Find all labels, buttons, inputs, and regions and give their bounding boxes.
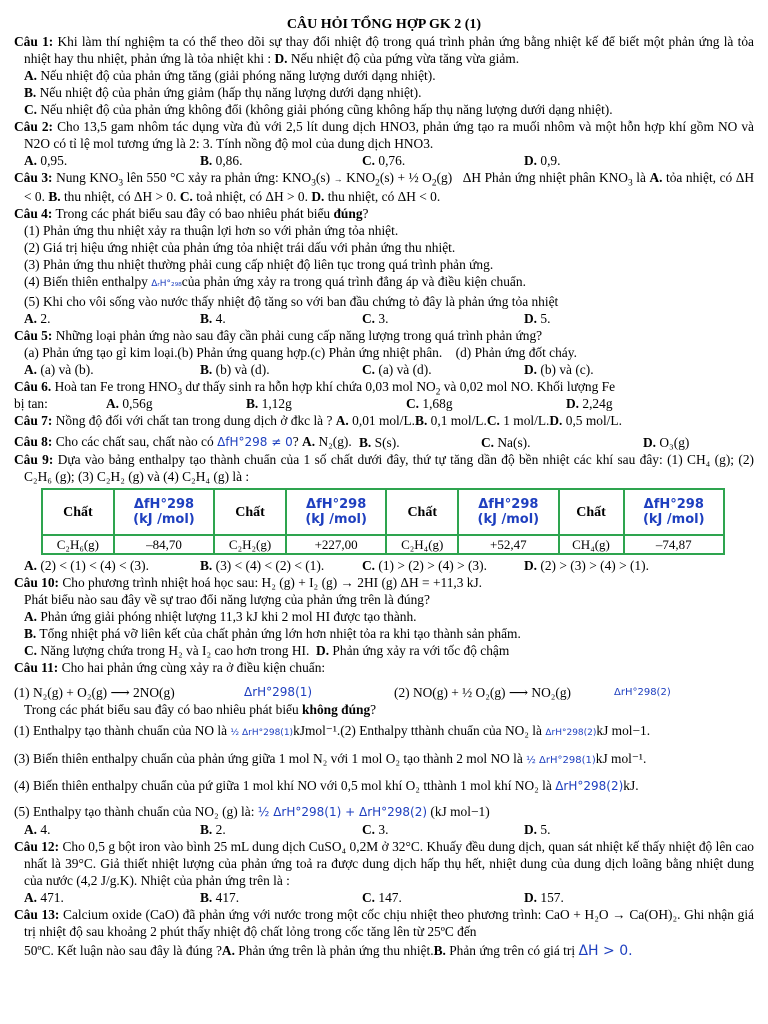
q7-label: Câu 7: bbox=[14, 413, 53, 428]
q12-options bbox=[14, 889, 754, 906]
q3-label: Câu 3: bbox=[14, 170, 53, 185]
q4-statement-3: (3) Phản ứng thu nhiệt thường phải cung cấp nhiệt độ liên tục trong quá trình phản ứng. bbox=[24, 257, 494, 272]
q8-option-b: B. S(s). bbox=[359, 435, 400, 450]
q13-last-line: 50ºC. Kết luận nào sau đây là đúng ?A. Phản ứng trên là phản ứng thu nhiệt.B. Phản ứng trên có giá trị ΔH > 0. bbox=[24, 943, 633, 959]
q11-reactions bbox=[14, 684, 754, 701]
q4-option-c: C. 3. bbox=[362, 311, 389, 326]
question-4 bbox=[14, 205, 754, 222]
question-7: Câu 7: Nồng độ đối với chất tan trong dung dịch ở đkc là ? A. 0,01 mol/L.B. 0,1 mol/L.C. 1 mol/L.D. 0,5 mol/L. bbox=[14, 413, 622, 428]
q10-text: Cho phương trình nhiệt hoá học sau: H₂ (g) + I₂ (g) → 2HI (g) ΔH = +11,3 kJ. bbox=[62, 575, 483, 590]
enthalpy-formula: ΔH > 0. bbox=[578, 943, 633, 959]
q8-stem: Câu 8: Cho các chất sau, chất nào có ΔfH°298 ≠ 0? A. N₂(g). bbox=[14, 434, 352, 449]
q8-option-a: N₂(g). bbox=[318, 434, 352, 449]
q12-option-b: B. 417. bbox=[200, 890, 240, 905]
q11-statement-4: (4) Biến thiên enthalpy chuẩn của pứ giữa 1 mol khí NO với 0,5 mol khí O₂ tthành 1 mol khí NO₂ là ΔrH°298(2)kJ. bbox=[14, 778, 639, 793]
q2-label: Câu 2: bbox=[14, 119, 54, 134]
q11-option-d: D. 5. bbox=[524, 822, 551, 837]
q10-option-c: Năng lượng chứa trong H₂ và I₂ cao hơn trong HI. bbox=[40, 643, 310, 658]
q4-text: Trong các phát biểu sau đây có bao nhiêu phát biểu bbox=[55, 206, 331, 221]
q3-option-c: toả nhiệt, có ΔH > 0. bbox=[196, 189, 308, 204]
q8-option-c: C. Na(s). bbox=[481, 435, 531, 450]
q9-text: Dựa vào bảng enthalpy tạo thành chuẩn của 1 số chất dưới đây, thứ tự tăng dần độ bền nhiệt các khí sau đây: (1) CH₄ (g); (2) C₂H₆ (g); (3) C₂H₂ (g) và (4) C₂H₄ (g) là : bbox=[24, 452, 754, 484]
q1-d-label: D. bbox=[274, 51, 288, 66]
q11-option-b: B. 2. bbox=[200, 822, 226, 837]
q3-text: ΔH Phản ứng nhiệt phân KNO bbox=[462, 170, 628, 185]
table-header-chat: Chất bbox=[559, 489, 624, 535]
table-header-chat: Chất bbox=[42, 489, 114, 535]
q11-options bbox=[14, 821, 754, 838]
q4-statement-5: (5) Khi cho vôi sống vào nước thấy nhiệt độ tăng so với ban đầu chứng tỏ đây là phản ứng tỏa nhiệt bbox=[24, 294, 559, 309]
q3-text: (g) bbox=[436, 170, 453, 185]
table-header-enthalpy: ΔfH°298 (kJ /mol) bbox=[624, 489, 724, 535]
question-1 bbox=[14, 33, 754, 67]
q6-option-d: D. 2,24g bbox=[566, 396, 613, 411]
q5-options bbox=[14, 361, 754, 378]
q1-option-a bbox=[14, 67, 754, 84]
q4-emphasis: đúng bbox=[333, 206, 363, 221]
table-header-chat: Chất bbox=[386, 489, 458, 535]
table-header-row bbox=[42, 489, 724, 535]
q5-items: (a) Phản ứng tạo gỉ kim loại.(b) Phản ứng quang hợp.(c) Phản ứng nhiệt phân. (d) Phản ứng đốt cháy. bbox=[24, 345, 577, 360]
q6-options bbox=[14, 395, 754, 412]
q5-option-b: B. (b) và (d). bbox=[200, 362, 270, 377]
q3-option-d: thu nhiệt, có ΔH < 0. bbox=[327, 189, 441, 204]
q5-label: Câu 5: bbox=[14, 328, 53, 343]
q4-options bbox=[14, 310, 754, 327]
table-cell: C₂H₂(g) bbox=[214, 535, 286, 554]
q9-option-b: B. (3) < (4) < (2) < (1). bbox=[200, 558, 325, 573]
q8-option-d: D. O₃(g) bbox=[643, 435, 690, 450]
q3-option-a: tỏa nhiệt, có ΔH < 0. bbox=[24, 170, 755, 204]
q9-label: Câu 9: bbox=[14, 452, 54, 467]
q7-option-d: 0,5 mol/L. bbox=[565, 413, 622, 428]
q13-label: Câu 13: bbox=[14, 907, 60, 922]
q2-text: Cho 13,5 gam nhôm tác dụng vừa đủ với 2,5 lít dung dịch HNO3, phản ứng tạo ra muối nhôm và một hỗn hợp khí gồm NO và N2O có tỉ lệ mol tương ứng là 2: 3. Tính nồng độ mol của dung dịch HNO3. bbox=[24, 119, 754, 151]
q6-option-b: B. 1,12g bbox=[246, 396, 292, 411]
q4-statement-2: (2) Giá trị hiệu ứng nhiệt của phản ứng tỏa nhiệt trái dấu với phản ứng thu nhiệt. bbox=[24, 240, 456, 255]
q3-text: KNO bbox=[346, 170, 376, 185]
q9-option-c: C. (1) > (2) > (4) > (3). bbox=[362, 558, 487, 573]
q11-option-c: C. 3. bbox=[362, 822, 389, 837]
q1-option-b bbox=[14, 84, 754, 101]
table-cell: –74,87 bbox=[624, 535, 724, 554]
q3-text: (s) bbox=[315, 170, 331, 185]
question-5 bbox=[14, 327, 754, 344]
q11-statement-3: (3) Biến thiên enthalpy chuẩn của phản ứng giữa 1 mol N₂ với 1 mol O₂ tạo thành 2 mol NO là ½ ΔrH°298(1)kJ mol⁻¹. bbox=[14, 751, 647, 766]
q12-option-d: D. 157. bbox=[524, 890, 564, 905]
enthalpy-formula: ½ ΔrH°298(1) bbox=[230, 728, 294, 738]
q13-option-b: Phản ứng trên có giá trị bbox=[449, 943, 576, 958]
q10-option-b: B. Tổng nhiệt phá vỡ liên kết của chất phản ứng lớn hơn nhiệt tỏa ra khi tạo thành sản phẩm. bbox=[24, 626, 521, 641]
q1-d-text: Nếu nhiệt độ của pứng vừa tăng vừa giảm. bbox=[290, 51, 520, 66]
option-label: A. bbox=[24, 68, 38, 83]
option-label: B. bbox=[24, 85, 37, 100]
table-cell: C₂H₄(g) bbox=[386, 535, 458, 554]
enthalpy-formula: ΔfH°298 ≠ 0 bbox=[217, 435, 293, 449]
q2-option-c: C. 0,76. bbox=[362, 153, 406, 168]
table-cell: +227,00 bbox=[286, 535, 386, 554]
q4-end: ? bbox=[362, 206, 369, 221]
question-3: Câu 3: Nung $KNO_3$ lên 550 °C xảy ra phản ứng: $KNO_3(s) \to KNO_2(s)$ + ½ $O_2(g)$ ΔH Phản ứng nhiệt phân $KNO_3$ là A. tỏa nhiệt, có ΔH < 0. B. thu nhiệt, có ΔH > 0. C. toả nhiệt, có ΔH > 0. D. thu nhiệt, có ΔH < 0. bbox=[14, 170, 755, 204]
q11-question: Trong các phát biểu sau đây có bao nhiêu phát biểu không đúng? bbox=[24, 702, 377, 717]
q12-text: Cho 0,5 g bột iron vào bình 25 mL dung dịch CuSO₄ 0,2M ở 32°C. Khuấy đều dung dịch, quan sát nhiệt kế thấy nhiệt độ lên cao nhất là 39°C. Giả thiết nhiệt lượng của phản ứng toả ra được dung dịch hấp thụ hết, nhiệt dung của dung dịch loãng bằng nhiệt dung của nước (4,2 J/g.K). Nhiệt của phản ứng trên là : bbox=[24, 839, 754, 888]
q9-options bbox=[14, 557, 754, 574]
q11-option-a: A. 4. bbox=[24, 822, 51, 837]
q6-text: Hoà tan Fe trong HNO bbox=[54, 379, 178, 394]
q7-option-c: 1 mol/L. bbox=[503, 413, 550, 428]
q6-text: và 0,02 mol NO. Khối lượng Fe bbox=[443, 379, 616, 394]
q5-option-c: C. (a) và (d). bbox=[362, 362, 432, 377]
q10-option-cd: C. Năng lượng chứa trong H₂ và I₂ cao hơn trong HI. D. Phản ứng xảy ra với tốc độ chậm bbox=[24, 643, 510, 658]
q4-statement-1: (1) Phản ứng thu nhiệt xảy ra thuận lợi hơn so với phản ứng tỏa nhiệt. bbox=[24, 223, 399, 238]
q4-s4-text: của phản ứng xảy ra trong quá trình đẳng áp và điều kiện chuẩn. bbox=[181, 274, 526, 289]
q11-statement-5: (5) Enthalpy tạo thành chuẩn của NO₂ (g) là: ½ ΔrH°298(1) + ΔrH°298(2) (kJ mol−1) bbox=[14, 804, 490, 819]
q10-label: Câu 10: bbox=[14, 575, 60, 590]
q7-option-b: 0,1 mol/L. bbox=[430, 413, 487, 428]
q9-option-d: D. (2) > (3) > (4) > (1). bbox=[524, 558, 649, 573]
q11-emphasis: không đúng bbox=[302, 702, 371, 717]
q1-label: Câu 1: bbox=[14, 34, 54, 49]
enthalpy-formula: ½ ΔrH°298(1) bbox=[526, 755, 596, 766]
question-13 bbox=[14, 906, 754, 940]
enthalpy-formula: ½ ΔrH°298(1) + ΔrH°298(2) bbox=[257, 805, 428, 819]
q11-label: Câu 11: bbox=[14, 660, 59, 675]
q11-text: Cho hai phản ứng cùng xảy ra ở điều kiện chuẩn: bbox=[61, 660, 326, 675]
q6-option-c: C. 1,68g bbox=[406, 396, 453, 411]
q12-label: Câu 12: bbox=[14, 839, 60, 854]
arrow-icon: → bbox=[333, 174, 343, 184]
table-header-enthalpy: ΔfH°298 (kJ /mol) bbox=[286, 489, 386, 535]
q6-text: bị tan: bbox=[14, 396, 48, 411]
option-text: Nếu nhiệt độ của phản ứng tăng (giải phóng năng lượng dưới dạng nhiệt). bbox=[40, 68, 436, 83]
q4-statement-4 bbox=[14, 273, 754, 293]
q4-label: Câu 4: bbox=[14, 206, 53, 221]
document-page bbox=[14, 0, 754, 962]
q12-option-a: A. 471. bbox=[24, 890, 64, 905]
table-cell: CH₄(g) bbox=[559, 535, 624, 554]
question-12 bbox=[14, 838, 754, 889]
table-cell: –84,70 bbox=[114, 535, 214, 554]
q2-option-d: D. 0,9. bbox=[524, 153, 561, 168]
q2-options bbox=[14, 152, 754, 169]
q4-option-d: D. 5. bbox=[524, 311, 551, 326]
table-header-chat: Chất bbox=[214, 489, 286, 535]
enthalpy-table bbox=[41, 488, 725, 555]
table-cell: +52,47 bbox=[458, 535, 558, 554]
q13-text: Calcium oxide (CaO) đã phản ứng với nước trong một cốc chịu nhiệt theo phương trình: CaO + H₂O → Ca(OH)₂. Ghi nhận giá trị nhiệt độ sau khoảng 2 phút thấy nhiệt độ chất lỏng trong cốc tăng lên từ 25ºC đến bbox=[24, 907, 754, 939]
question-8 bbox=[14, 433, 754, 451]
q3-text: Nung KNO bbox=[56, 170, 119, 185]
question-10 bbox=[14, 574, 754, 591]
enthalpy-formula: ΔrH°298(1) bbox=[244, 685, 313, 699]
q5-option-d: D. (b) và (c). bbox=[524, 362, 594, 377]
q7-option-a: 0,01 mol/L. bbox=[352, 413, 416, 428]
q3-text: là bbox=[636, 170, 646, 185]
enthalpy-formula: ΔrH°298(2) bbox=[545, 728, 597, 738]
q12-option-c: C. 147. bbox=[362, 890, 402, 905]
table-cell: C₂H₆(g) bbox=[42, 535, 114, 554]
option-text: Nếu nhiệt độ của phản ứng không đổi (không giải phóng cũng không hấp thụ năng lượng dưới dạng nhiệt). bbox=[40, 102, 613, 117]
q2-option-a: A. 0,95. bbox=[24, 153, 68, 168]
q1-option-c bbox=[14, 101, 754, 118]
question-2 bbox=[14, 118, 754, 152]
q4-option-b: B. 4. bbox=[200, 311, 226, 326]
q10-question: Phát biểu nào sau đây về sự trao đổi năng lượng của phản ứng trên là đúng? bbox=[24, 592, 430, 607]
q11-statement-1-2: (1) Enthalpy tạo thành chuẩn của NO là ½ ΔrH°298(1)kJmol⁻¹.(2) Enthalpy tthành chuẩn của NO₂ là ΔrH°298(2)kJ mol−1. bbox=[14, 723, 651, 738]
table-header-enthalpy: ΔfH°298 (kJ /mol) bbox=[458, 489, 558, 535]
option-label: C. bbox=[24, 102, 38, 117]
question-11 bbox=[14, 659, 754, 676]
enthalpy-formula: ΔrH°298(2) bbox=[614, 687, 671, 698]
q7-text: Nồng độ đối với chất tan trong dung dịch ở đkc là ? bbox=[55, 413, 333, 428]
q5-text: Những loại phản ứng nào sau đây cần phải cung cấp năng lượng trong quá trình phản ứng? bbox=[55, 328, 543, 343]
option-text: Nếu nhiệt độ của phản ứng giảm (hấp thụ năng lượng dưới dạng nhiệt). bbox=[39, 85, 422, 100]
page-title: CÂU HỎI TỔNG HỢP GK 2 (1) bbox=[286, 17, 482, 32]
question-9 bbox=[14, 451, 754, 485]
q5-option-a: A. (a) và (b). bbox=[24, 362, 94, 377]
q11-reaction-2: (2) NO(g) + ½ O₂(g) ⟶ NO₂(g) bbox=[394, 685, 572, 700]
enthalpy-formula: ΔrH°298(2) bbox=[555, 779, 624, 793]
q6-text: dư thấy sinh ra hỗn hợp khí chứa 0,03 mol NO bbox=[185, 379, 436, 394]
q13-option-a: Phản ứng trên là phản ứng thu nhiệt. bbox=[238, 943, 434, 958]
q3-option-b: thu nhiệt, có ΔH > 0. bbox=[63, 189, 177, 204]
q3-text: (s) + ½ O bbox=[379, 170, 432, 185]
q10-option-a: A. Phản ứng giải phóng nhiệt lượng 11,3 kJ khi 2 mol HI được tạo thành. bbox=[24, 609, 417, 624]
q1-text: Khi làm thí nghiệm ta có thể theo dõi sự thay đổi nhiệt độ trong quá trình phản ứng bằng nhiệt kế để biết một phản ứng là tỏa nhiệt hay thu nhiệt, phản ứng là tỏa nhiệt khi : bbox=[24, 34, 754, 66]
q6-label: Câu 6. bbox=[14, 379, 52, 394]
table-row bbox=[42, 535, 724, 554]
enthalpy-formula: ΔᵣH°₂₉₈ bbox=[151, 279, 182, 289]
question-6: Câu 6. Hoà tan Fe trong $HNO_3$ dư thấy sinh ra hỗn hợp khí chứa 0,03 mol $NO_2$ và 0,02 mol NO. Khối lượng Fe bbox=[14, 379, 616, 398]
q4-s4-text: (4) Biến thiên enthalpy bbox=[24, 274, 148, 289]
q11-reaction-1: (1) N₂(g) + O₂(g) ⟶ 2NO(g) bbox=[14, 685, 175, 700]
q8-text: Cho các chất sau, chất nào có bbox=[55, 434, 214, 449]
q9-option-a: A. (2) < (1) < (4) < (3). bbox=[24, 558, 149, 573]
q10-option-d: Phản ứng xảy ra với tốc độ chậm bbox=[332, 643, 510, 658]
table-header-enthalpy: ΔfH°298 (kJ /mol) bbox=[114, 489, 214, 535]
q2-option-b: B. 0,86. bbox=[200, 153, 243, 168]
q8-label: Câu 8: bbox=[14, 434, 53, 449]
q6-option-a: A. 0,56g bbox=[106, 396, 153, 411]
q4-option-a: A. 2. bbox=[24, 311, 51, 326]
q3-text: lên 550 °C xảy ra phản ứng: KNO bbox=[126, 170, 312, 185]
